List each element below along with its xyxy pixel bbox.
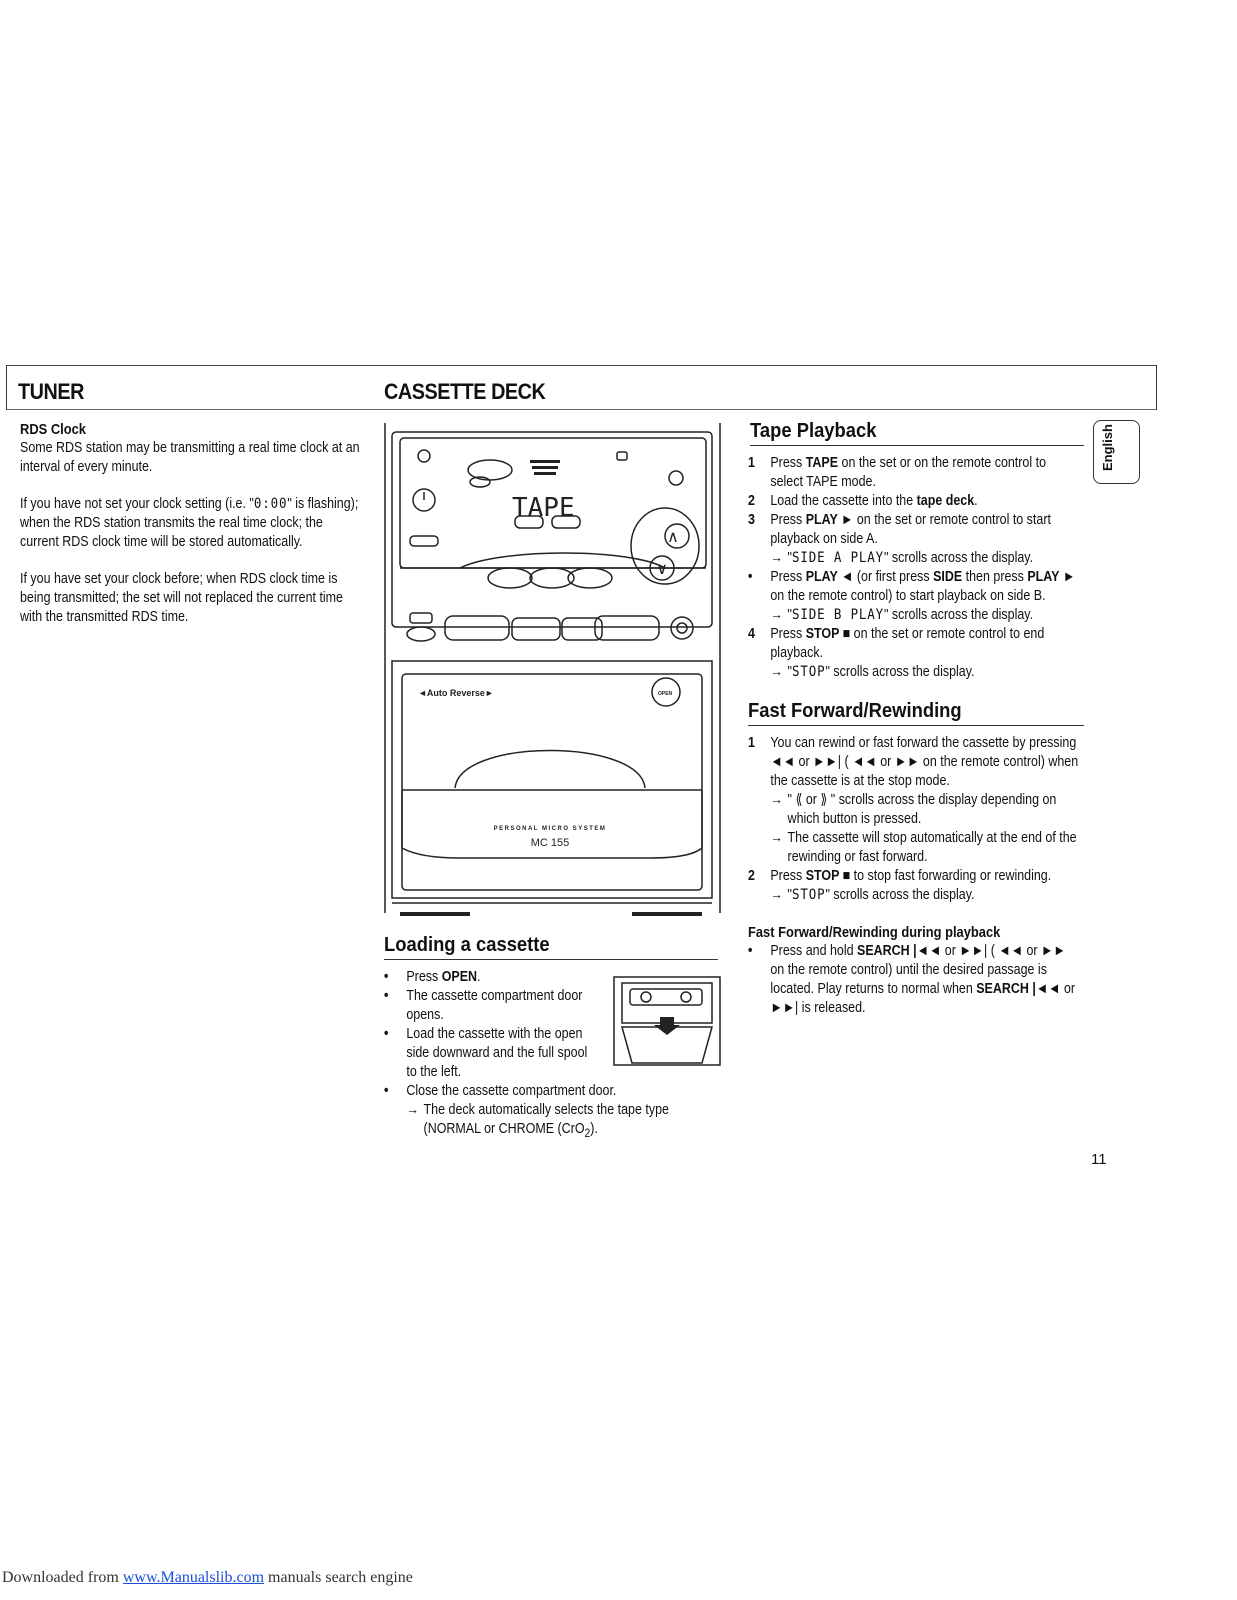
tape-step-3 [748,511,1079,568]
loading-bullet-3: • Load the cassette with the open side downward and the full spool to the left. [384,1026,588,1080]
tape-s4-arrow-post: " scrolls across the display. [825,664,975,680]
tape-s2-pre: Load the cassette into the [770,493,917,509]
tuner-title: TUNER [18,379,84,404]
loading-bullet-4-arrow: → The deck automatically selects the tape type (NORMAL or CHROME (CrO$_2$). [406,1102,669,1140]
tape-b-bold1: PLAY ◄ [805,569,854,585]
ff-d-bold1: SEARCH |◄◄ [857,943,942,959]
ff-step-1-arrow-2: → The cassette will stop automatically at the end of the rewinding or fast forward. [770,830,1077,865]
header-left-bar [6,365,7,410]
ff-s2-post: to stop fast forwarding or rewinding. [850,868,1052,884]
tape-playback-heading-text: Tape Playback [750,420,877,442]
rds-para-2-a: If you have not set your clock setting (i.e. " [20,496,254,512]
loading-bullet-1: • Press OPEN. [384,969,481,985]
tape-step-2 [748,492,1079,511]
tape-step-2-num: 2 [748,493,755,509]
tape-s3-post: on the set or remote control to start playback on side A. [770,512,1051,547]
loading-b1-post: . [477,969,481,985]
language-tab-label: English [1100,424,1115,471]
tape-s3-arrow-post: " scrolls across the display. [884,550,1034,566]
tape-step-3-arrow: → "SIDE A PLAY" scrolls across the display. [770,550,1034,566]
ff-d-post: or ►►| is released. [770,981,1076,1016]
fast-forward-heading-text: Fast Forward/Rewinding [748,700,962,722]
loading-b4-arrow-b: ). [590,1121,598,1137]
ff-step-1-arrow-1: → " ⟪ or ⟫ " scrolls across the display depending on which button is pressed. [770,792,1057,827]
lcd-clock-text: 0:00 [253,496,288,512]
tape-s4-pre: Press [770,626,806,642]
header-top-rule [6,365,1156,366]
fast-forward-section [748,734,1088,1018]
ff-s2-bold: STOP ■ [805,868,851,884]
loading-b2-text: The cassette compartment door opens. [406,988,583,1023]
tape-s4-bold: STOP ■ [805,626,851,642]
tape-b-mid1: (or first press [853,569,934,585]
ff-s1-text: You can rewind or fast forward the cassette by pressing ◄◄ or ►►| ( ◄◄ or ►► on the remote control) when the cassette is at the stop mode. [770,735,1079,789]
open-button-label: OPEN [658,691,673,697]
loading-heading [384,934,718,960]
tape-s2-bold: tape deck [916,493,975,509]
rds-clock-heading: RDS Clock [20,421,86,438]
ff-step-1-num: 1 [748,735,755,751]
rds-para-2-b: " is flashing); when the RDS station transmits the real time clock; the current RDS clock time will be stored automatically. [20,496,359,550]
loading-section [384,968,704,1143]
language-tab [1093,420,1140,484]
tape-step-4-arrow: → "STOP" scrolls across the display. [770,664,975,680]
ff-d-pre: Press and hold [770,943,858,959]
manualslib-link[interactable]: www.Manualslib.com [122,1569,265,1586]
loading-b4-arrow-sub: 2 [584,1125,591,1140]
loading-b4-text: Close the cassette compartment door. [406,1083,617,1099]
tape-step-1-num: 1 [748,455,755,471]
device-illustration [380,418,725,918]
footer-pre: Downloaded from [2,1569,123,1586]
header-bottom-rule [6,409,1156,410]
loading-b1-pre: Press [406,969,442,985]
tape-b-mid2: then press [962,569,1028,585]
tape-side-b-arrow: → "SIDE B PLAY" scrolls across the display. [770,607,1034,623]
tape-b-post: ► on the remote control) to start playback on side B. [770,569,1076,604]
footer-post: manuals search engine [264,1569,413,1586]
rds-para-1: Some RDS station may be transmitting a real time clock at an interval of every minute. [20,440,360,475]
ff-s1-arrow1-text: " ⟪ or ⟫ " scrolls across the display depending on which button is pressed. [787,792,1057,827]
ff-d-mid: or ►►| ( ◄◄ or ►► on the remote control) until the desired passage is located. Play returns to normal when [770,943,1066,997]
auto-reverse-label: ◄Auto Reverse► [418,688,494,698]
lcd-stop-2: STOP [791,887,826,903]
down-arrow-icon: ∨ [656,561,668,578]
tape-s1-pre: Press [770,455,806,471]
brand-line: PERSONAL MICRO SYSTEM [493,826,607,832]
tape-playback-section [748,454,1088,682]
lcd-stop: STOP [791,664,826,680]
loading-bullet-4: • Close the cassette compartment door. [384,1083,617,1099]
rds-para-2 [20,495,364,552]
tape-step-4 [748,625,1079,682]
tape-bullet-side-b: • Press PLAY ◄ (or first press SIDE then press PLAY ► on the remote control) to start playback on side B. → "SIDE B PLAY" scrolls across the display. [748,568,1079,625]
ff-d-bold2: SEARCH |◄◄ [976,981,1061,997]
cassette-deck-title: CASSETTE DECK [384,379,546,404]
tape-s4-post: on the set or remote control to end playback. [770,626,1045,661]
page-number: 11 [1091,1151,1107,1168]
tape-b-bold3: PLAY [1027,569,1060,585]
tape-step-4-num: 4 [748,626,755,642]
lcd-side-b-play: SIDE B PLAY [791,607,885,623]
ff-step-1 [748,734,1079,867]
ff-s2-pre: Press [770,868,806,884]
ff-s1-arrow2-text: The cassette will stop automatically at the end of the rewinding or fast forward. [787,830,1077,865]
ff-during-bullet: • Press and hold SEARCH |◄◄ or ►►| ( ◄◄ or ►► on the remote control) until the desired passage is located. Play returns to normal when SEARCH |◄◄ or ►►| is released. [748,943,1076,1016]
ff-step-2 [748,867,1079,905]
up-arrow-icon: ∧ [667,529,679,546]
ff-step-2-arrow: → "STOP" scrolls across the display. [770,887,975,903]
loading-bullet-2: • The cassette compartment door opens. [384,988,583,1023]
tape-step-3-num: 3 [748,512,755,528]
loading-b3-text: Load the cassette with the open side downward and the full spool to the left. [406,1026,588,1080]
tape-s3-bold: PLAY ► [805,512,854,528]
ff-during-playback-heading: Fast Forward/Rewinding during playback [748,924,1001,941]
tape-s1-bold: TAPE [805,455,839,471]
rds-para-3: If you have set your clock before; when RDS clock time is being transmitted; the set will not replaced the current time with the transmitted RDS time. [20,571,343,625]
loading-b1-bold: OPEN [441,969,478,985]
tape-s2-post: . [974,493,978,509]
fast-forward-heading [748,700,1084,726]
display-tape-text: TAPE [512,493,575,523]
tape-step-1 [748,454,1079,492]
loading-heading-text: Loading a cassette [384,934,550,956]
ff-step-2-num: 2 [748,868,755,884]
tape-playback-heading [750,420,1084,446]
loading-b4-arrow-a: The deck automatically selects the tape type (NORMAL or CHROME (CrO [423,1102,669,1137]
header-right-bar [1156,365,1157,410]
tape-b-pre: Press [770,569,806,585]
lcd-side-a-play: SIDE A PLAY [791,550,885,566]
tape-s3-pre: Press [770,512,806,528]
model-number: MC 155 [530,837,570,849]
ff-s2-arrow-post: " scrolls across the display. [825,887,975,903]
tape-b-arrow-post: " scrolls across the display. [884,607,1034,623]
tape-b-bold2: SIDE [933,569,963,585]
footer [2,1569,413,1587]
tuner-section [20,420,410,627]
tape-s1-post: on the set or on the remote control to select TAPE mode. [770,455,1047,490]
